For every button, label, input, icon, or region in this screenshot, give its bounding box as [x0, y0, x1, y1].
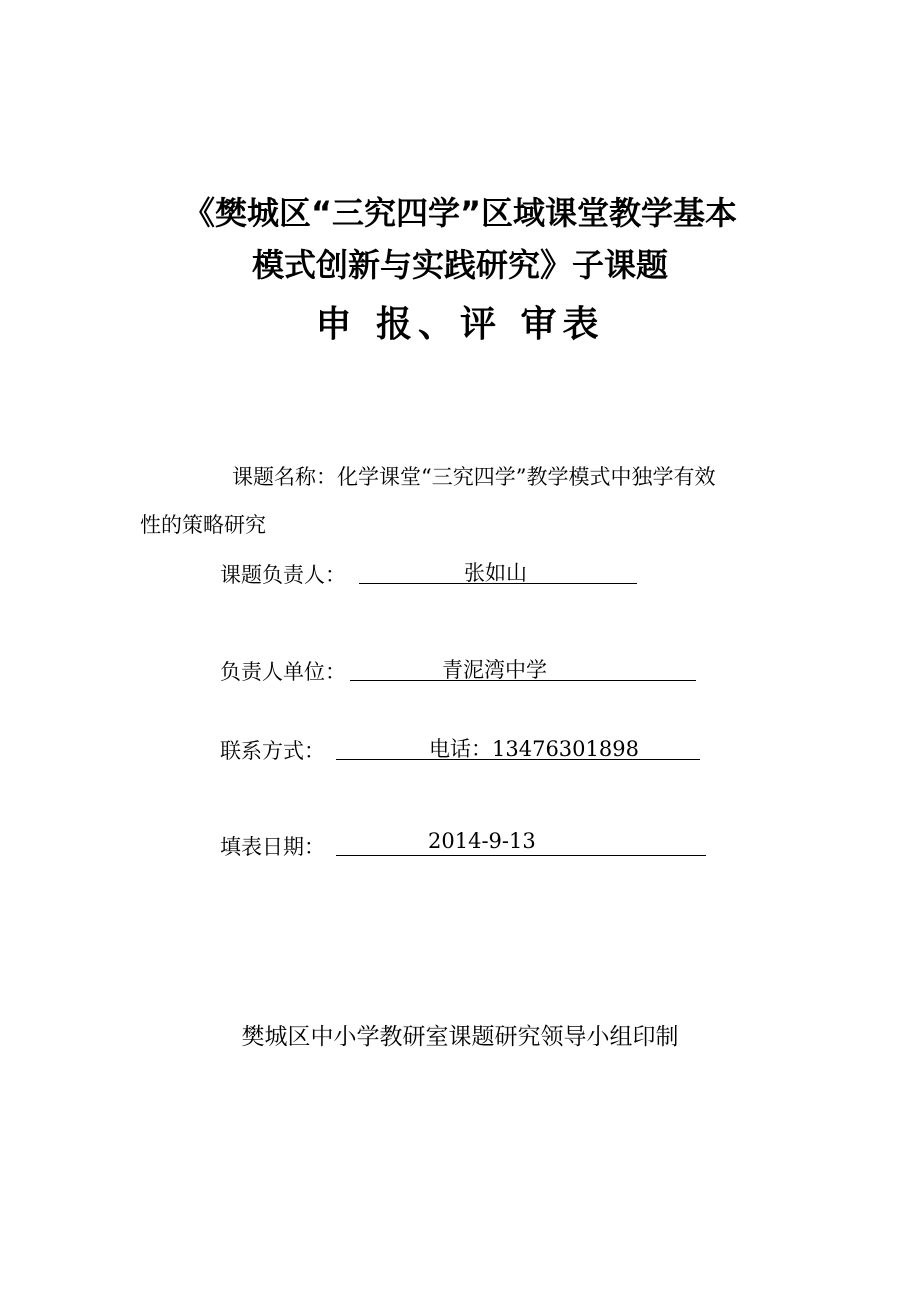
topic-value-line-2: 性的策略研究 — [140, 513, 266, 537]
topic-row — [232, 461, 715, 491]
topic-value-line-1: 化学课堂“三究四学”教学模式中独学有效 — [337, 465, 716, 489]
date-label: 填表日期： — [220, 835, 325, 859]
date-value: 2014-9-13 — [428, 829, 536, 853]
contact-value: 电话：13476301898 — [429, 737, 639, 761]
contact-label: 联系方式： — [220, 739, 325, 763]
footer-printer: 樊城区中小学教研室课题研究领导小组印制 — [241, 1024, 679, 1050]
document-form-title: 申 报、评 审表 — [315, 304, 605, 345]
unit-label: 负责人单位： — [220, 660, 346, 684]
document-title-line-2: 模式创新与实践研究》子课题 — [251, 246, 668, 284]
leader-value: 张如山 — [464, 561, 527, 585]
leader-field — [359, 557, 637, 584]
topic-label: 课题名称： — [232, 465, 337, 489]
leader-label: 课题负责人： — [220, 563, 346, 587]
unit-value: 青泥湾中学 — [442, 658, 547, 682]
document-title-line-1: 《樊城区“三究四学”区域课堂教学基本 — [182, 194, 738, 232]
date-field — [336, 829, 706, 856]
contact-field — [336, 733, 700, 760]
unit-field — [350, 654, 696, 681]
